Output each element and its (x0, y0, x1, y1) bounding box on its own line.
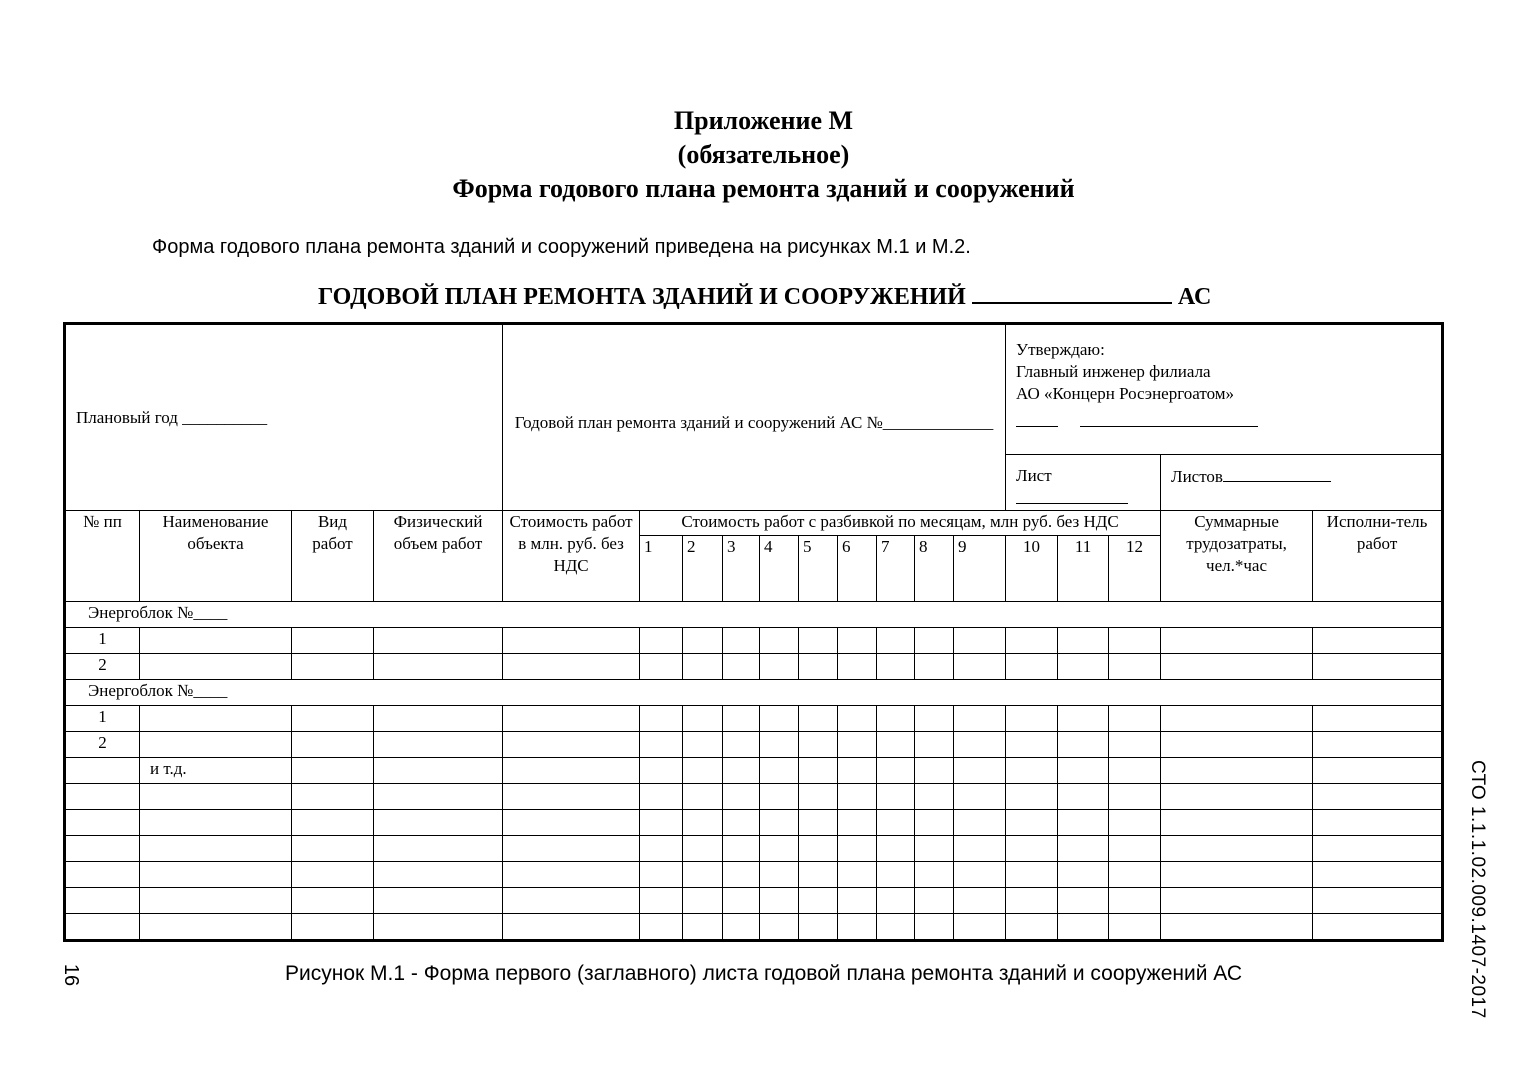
col-header-monthly: Стоимость работ с разбивкой по месяцам, млн руб. без НДС (640, 511, 1161, 536)
document-code: СТО 1.1.1.02.009.1407-2017 (1467, 760, 1488, 1019)
table-row (65, 784, 1443, 810)
table-row (65, 888, 1443, 914)
month-header-8: 8 (915, 536, 954, 602)
plan-year-label: Плановый год __________ (76, 407, 268, 427)
approve-line-1: Утверждаю: (1016, 340, 1105, 359)
row-number: 2 (65, 654, 140, 680)
appendix-status: (обязательное) (677, 140, 850, 169)
sheets-label: Листов (1171, 467, 1223, 486)
etc-label: и т.д. (140, 758, 292, 784)
block-row (65, 680, 1443, 706)
month-header-4: 4 (760, 536, 799, 602)
approval-block (1006, 324, 1443, 455)
plan-year-cell (65, 324, 503, 511)
figure-caption: Рисунок М.1 - Форма первого (заглавного) листа годовой плана ремонта зданий и сооружений АС (284, 962, 1243, 985)
block-label: Энергоблок №____ (65, 602, 1443, 628)
form-title-suffix: АС (1177, 284, 1212, 310)
col-header-num: № пп (65, 511, 140, 602)
appendix-title: Приложение М (673, 106, 854, 135)
page-number: 16 (60, 963, 82, 987)
sheet-cell (1006, 455, 1161, 511)
sheets-blank (1223, 465, 1331, 482)
sheet-label: Лист (1016, 466, 1052, 485)
approve-line-2: Главный инженер филиала (1016, 362, 1211, 381)
table-row (65, 758, 1443, 784)
table-row (65, 654, 1443, 680)
table-row (65, 810, 1443, 836)
plan-title-cell (503, 324, 1006, 511)
block-label: Энергоблок №____ (65, 680, 1443, 706)
table-row (65, 732, 1443, 758)
col-header-name: Наименование объекта (140, 511, 292, 602)
month-header-5: 5 (799, 536, 838, 602)
approve-line-3: АО «Концерн Росэнергоатом» (1016, 384, 1235, 403)
form-title (318, 280, 1211, 311)
form-title-blank (972, 280, 1172, 304)
intro-paragraph: Форма годового плана ремонта зданий и сооружений приведена на рисунках М.1 и М.2. (152, 236, 971, 258)
month-header-9: 9 (954, 536, 1006, 602)
table-row (65, 862, 1443, 888)
table-row (65, 836, 1443, 862)
plan-form-table (63, 322, 1444, 942)
month-header-7: 7 (877, 536, 915, 602)
col-header-cost: Стоимость работ в млн. руб. без НДС (503, 511, 640, 602)
row-number: 2 (65, 732, 140, 758)
col-header-volume: Физический объем работ (374, 511, 503, 602)
month-header-11: 11 (1058, 536, 1109, 602)
plan-title-label: Годовой план ремонта зданий и сооружений АС №_____________ (514, 412, 994, 432)
table-row (65, 706, 1443, 732)
sheets-cell (1161, 455, 1443, 511)
row-number: 1 (65, 628, 140, 654)
appendix-subtitle: Форма годового плана ремонта зданий и сооружений (452, 174, 1075, 203)
col-header-labor: Суммарные трудозатраты, чел.*час (1161, 511, 1313, 602)
month-header-12: 12 (1109, 536, 1161, 602)
col-header-work-type: Вид работ (292, 511, 374, 602)
sheet-blank (1016, 487, 1128, 504)
table-row (65, 628, 1443, 654)
month-header-3: 3 (723, 536, 760, 602)
col-header-executor: Исполни-тель работ (1313, 511, 1443, 602)
block-row (65, 602, 1443, 628)
row-number: 1 (65, 706, 140, 732)
signature-lines (1016, 411, 1431, 433)
form-title-text: ГОДОВОЙ ПЛАН РЕМОНТА ЗДАНИЙ И СООРУЖЕНИЙ (318, 284, 966, 310)
month-header-6: 6 (838, 536, 877, 602)
month-header-2: 2 (683, 536, 723, 602)
month-header-1: 1 (640, 536, 683, 602)
table-row (65, 914, 1443, 941)
month-header-10: 10 (1006, 536, 1058, 602)
